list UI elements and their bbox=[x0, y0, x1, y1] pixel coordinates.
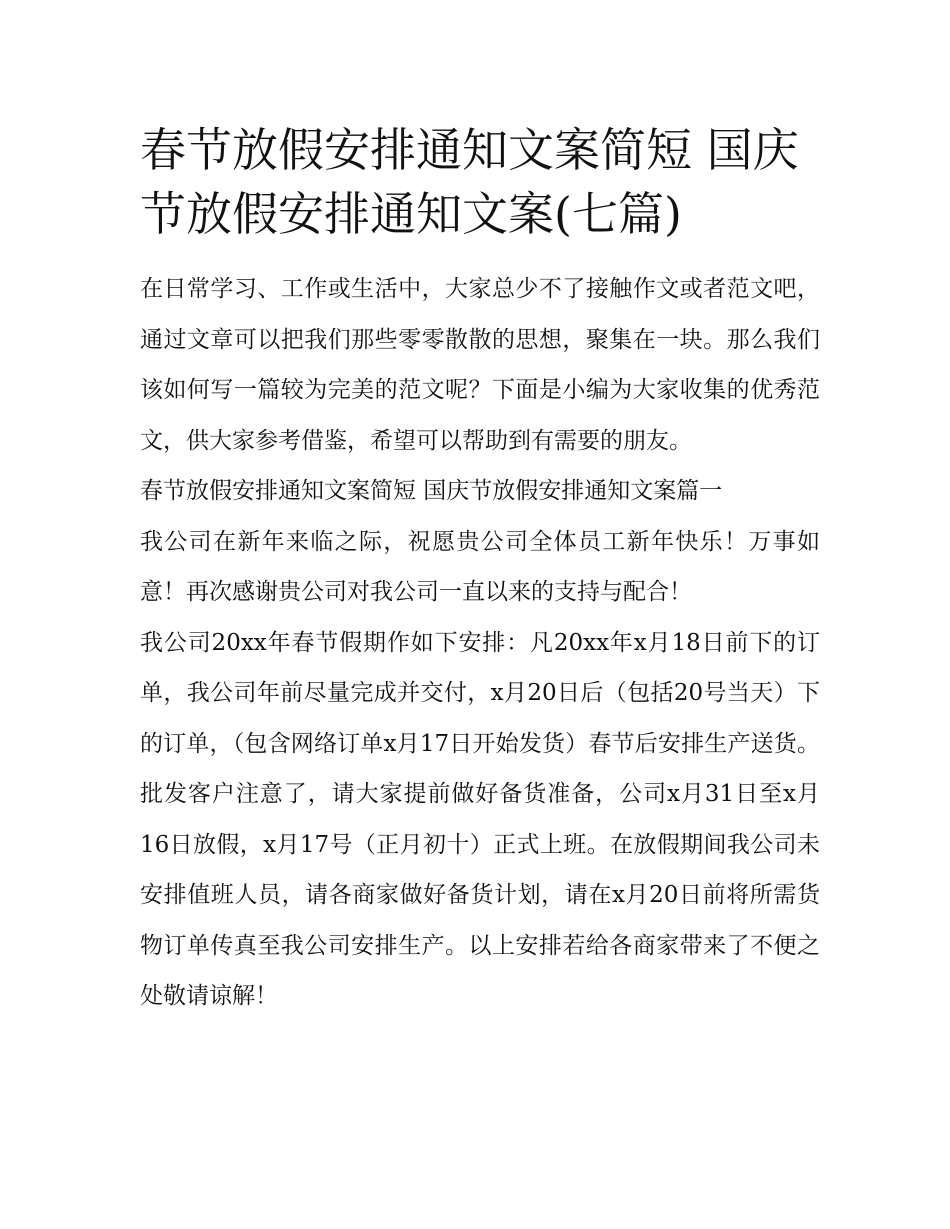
intro-paragraph: 在日常学习、工作或生活中，大家总少不了接触作文或者范文吧，通过文章可以把我们那些零零散散的思想，聚集在一块。那么我们该如何写一篇较为完美的范文呢？下面是小编为大家收集的优秀范文，供大家参考借鉴，希望可以帮助到有需要的朋友。 bbox=[140, 276, 820, 454]
document-page bbox=[140, 118, 820, 1022]
document-title: 春节放假安排通知文案简短 国庆节放假安排通知文案(七篇) bbox=[140, 123, 799, 241]
section-heading: 春节放假安排通知文案简短 国庆节放假安排通知文案篇一 bbox=[140, 478, 723, 504]
schedule-paragraph: 我公司20xx年春节假期作如下安排：凡20xx年x月18日前下的订单，我公司年前尽量完成并交付，x月20日后（包括20号当天）下的订单，（包含网络订单x月17日开始发货）春节后安排生产送货。批发客户注意了，请大家提前做好备货准备，公司x月31日至x月16日放假，x月17号（正月初十）正式上班。在放假期间我公司未安排值班人员，请各商家做好备货计划，请在x月20日前将所需货物订单传真至我公司安排生产。以上安排若给各商家带来了不便之处敬请谅解！ bbox=[140, 629, 820, 1009]
greeting-paragraph: 我公司在新年来临之际，祝愿贵公司全体员工新年快乐！万事如意！再次感谢贵公司对我公司一直以来的支持与配合！ bbox=[140, 528, 820, 605]
